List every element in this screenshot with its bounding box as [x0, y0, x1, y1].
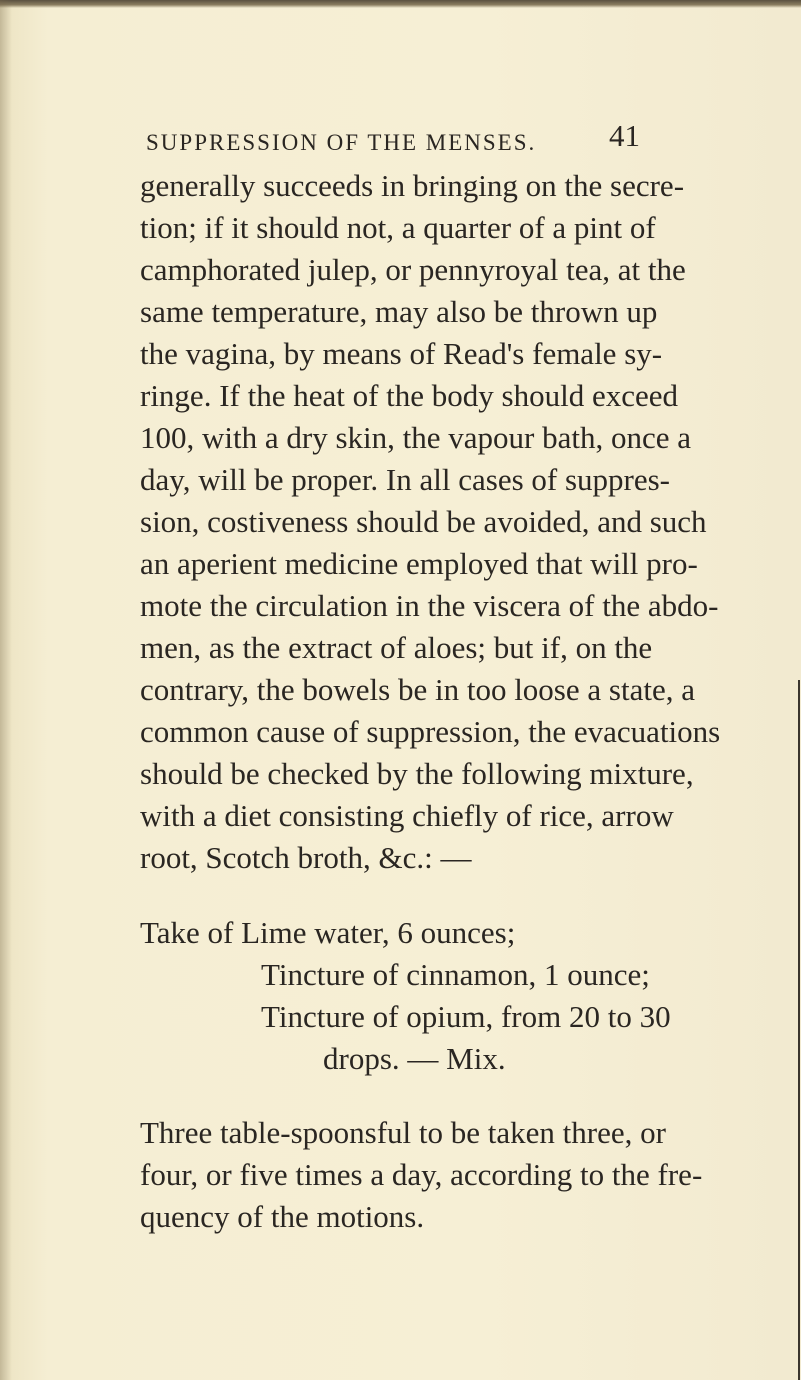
page-edge-line — [798, 680, 800, 1380]
text-line: camphorated julep, or pennyroyal tea, at the — [140, 252, 686, 287]
text-line: sion, costiveness should be avoided, and such — [140, 504, 707, 539]
text-line: 100, with a dry skin, the vapour bath, once a — [140, 420, 691, 455]
text-line: with a diet consisting chiefly of rice, arrow — [140, 798, 674, 833]
text-line: root, Scotch broth, &c.: — — [140, 840, 472, 875]
text-line: ringe. If the heat of the body should exceed — [140, 378, 679, 413]
text-line: day, will be proper. In all cases of suppres- — [140, 462, 670, 497]
recipe-line: Tincture of cinnamon, 1 ounce; — [261, 957, 650, 992]
text-line: men, as the extract of aloes; but if, on the — [140, 630, 653, 665]
page-number: 41 — [609, 118, 640, 153]
recipe-line: drops. — Mix. — [323, 1041, 506, 1076]
recipe-line: Take of Lime water, 6 ounces; — [140, 915, 516, 950]
text-line: contrary, the bowels be in too loose a state, a — [140, 672, 695, 707]
text-line: should be checked by the following mixture, — [140, 756, 694, 791]
recipe-line: Tincture of opium, from 20 to 30 — [261, 999, 671, 1034]
text-line: same temperature, may also be thrown up — [140, 294, 658, 329]
text-line: the vagina, by means of Read's female sy- — [140, 336, 663, 371]
running-head: SUPPRESSION OF THE MENSES. — [146, 130, 537, 155]
text-line: Three table-spoonsful to be taken three, or — [140, 1115, 666, 1150]
gutter-shadow — [0, 0, 12, 1380]
text-line: four, or five times a day, according to the fre- — [140, 1157, 703, 1192]
text-line: an aperient medicine employed that will pro- — [140, 546, 698, 581]
text-line: common cause of suppression, the evacuations — [140, 714, 721, 749]
text-line: quency of the motions. — [140, 1199, 425, 1234]
text-line: generally succeeds in bringing on the secre- — [140, 168, 685, 203]
text-line: mote the circulation in the viscera of the abdo- — [140, 588, 719, 623]
page-top-edge — [0, 0, 801, 8]
text-line: tion; if it should not, a quarter of a pint of — [140, 210, 656, 245]
page-header — [146, 118, 646, 158]
